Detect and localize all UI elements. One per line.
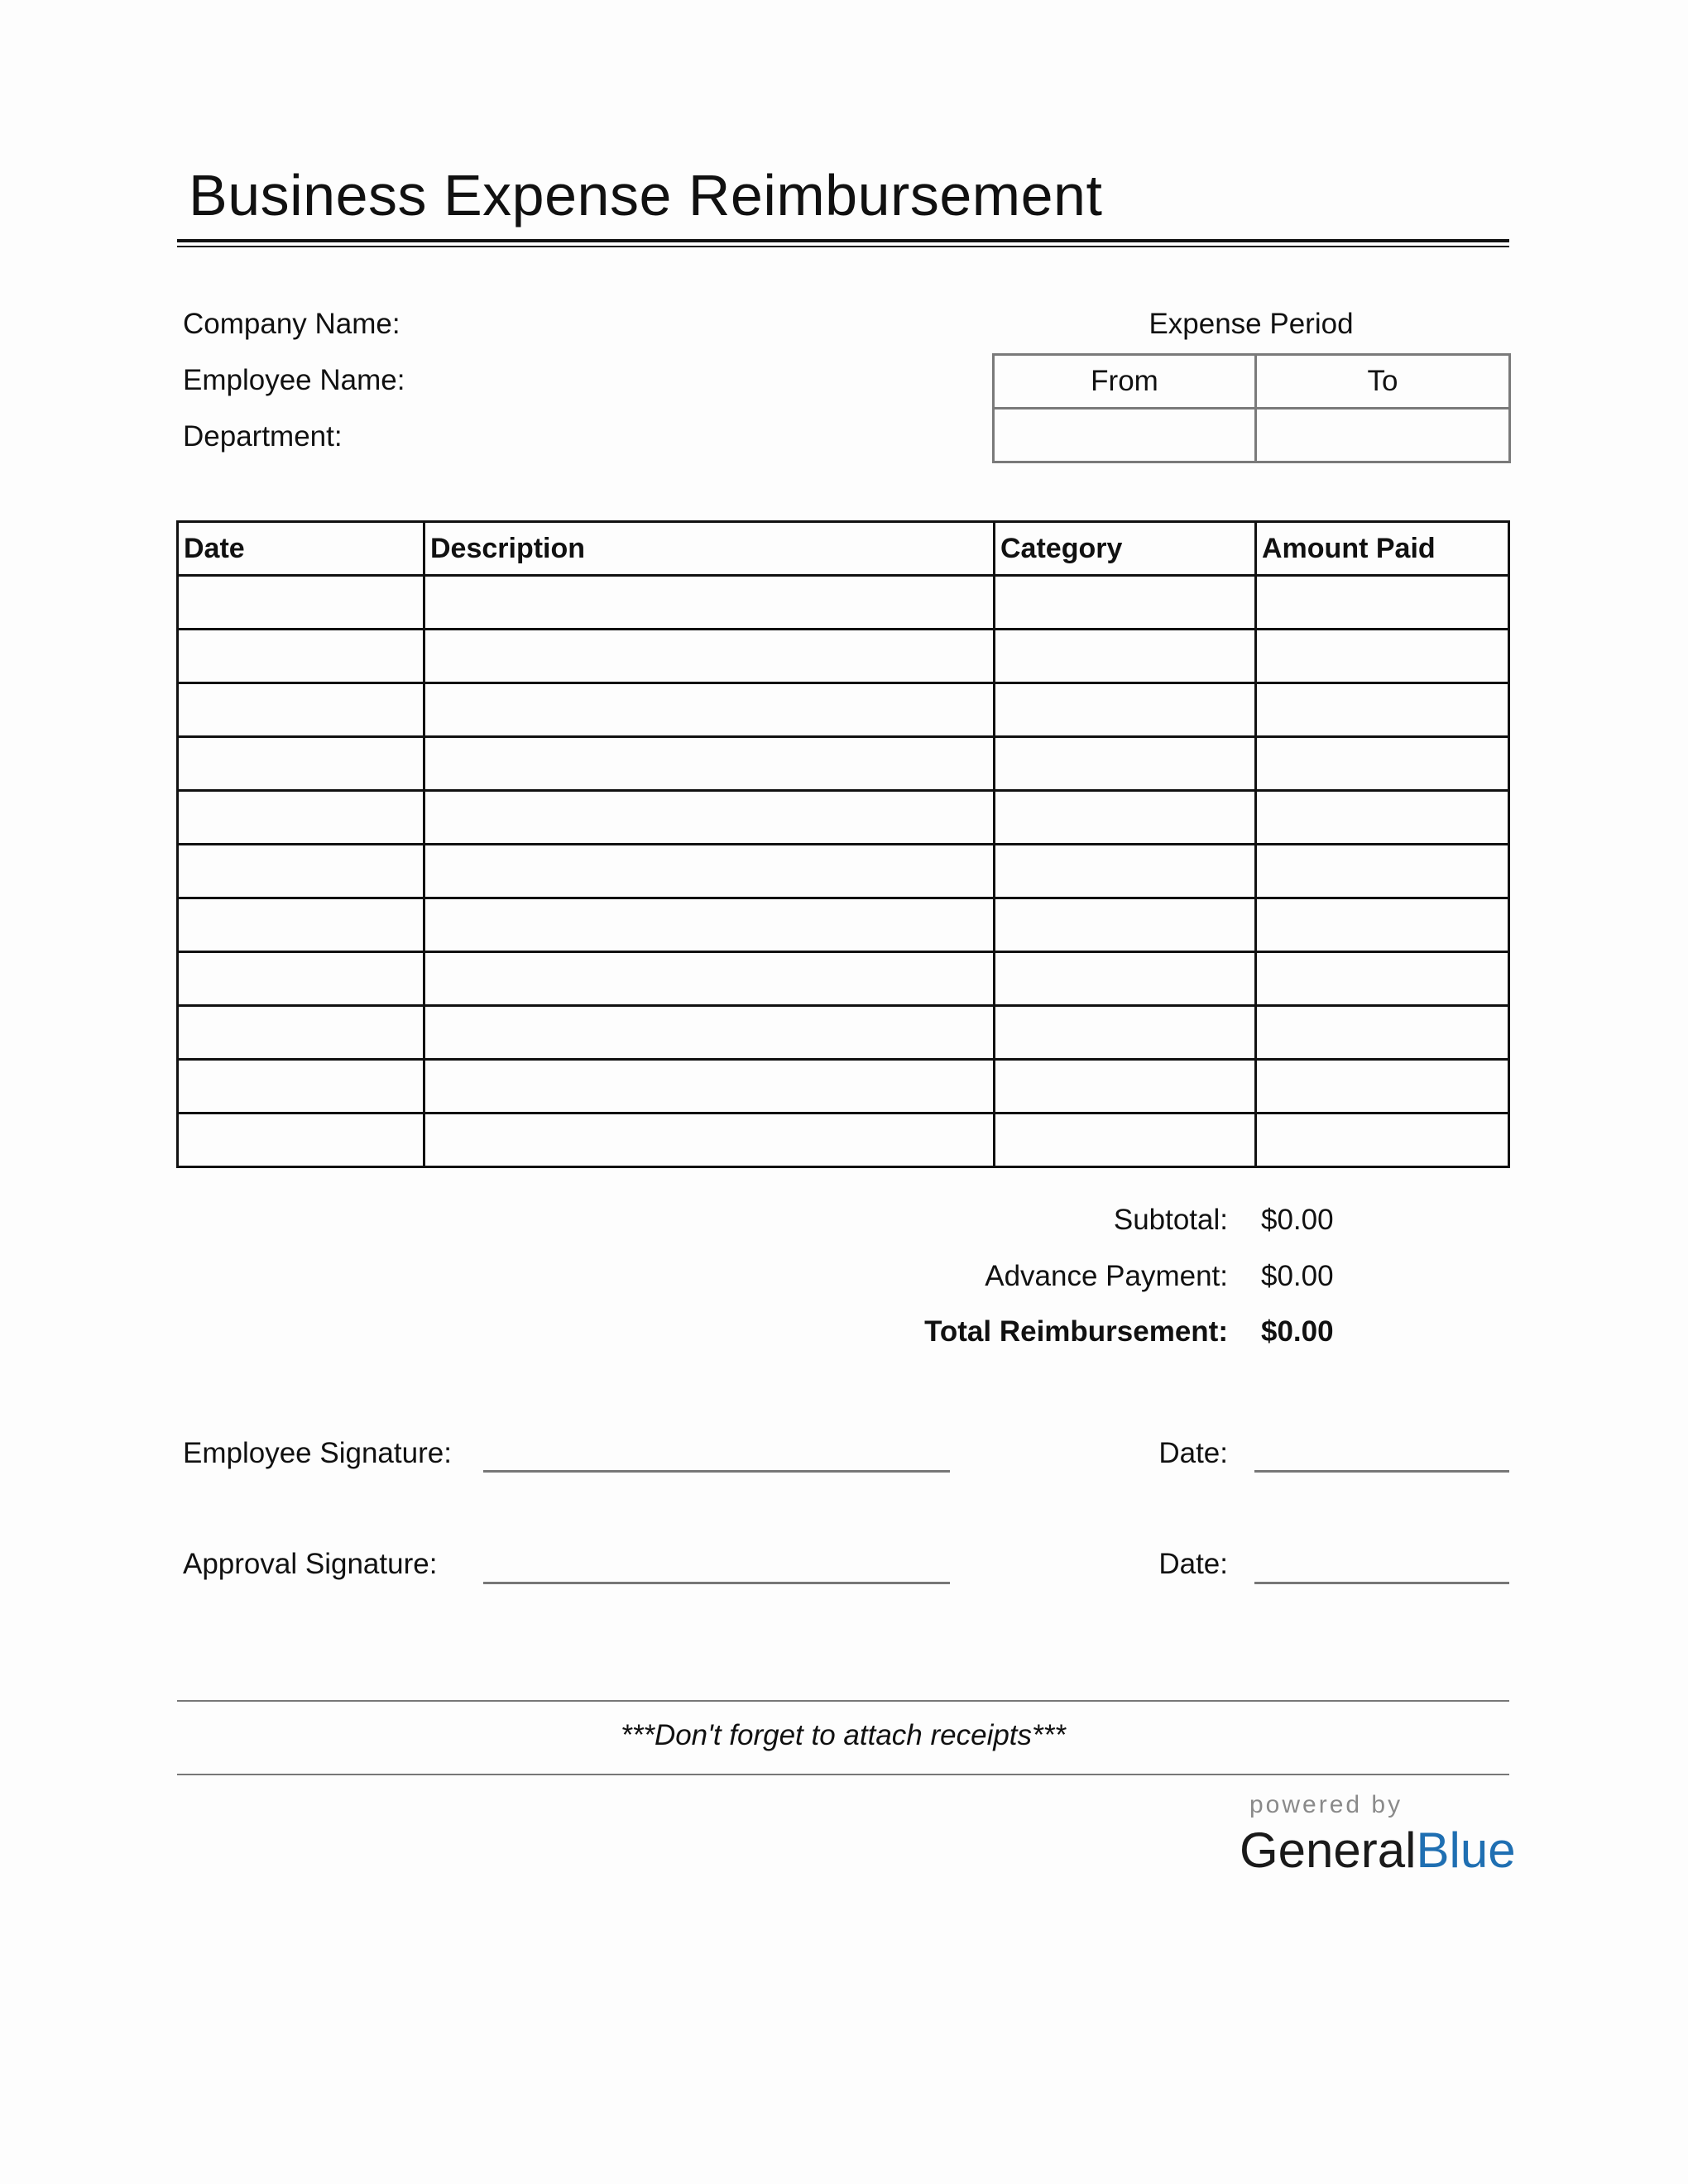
cell-date[interactable]	[178, 952, 424, 1006]
subtotal-label: Subtotal:	[1113, 1204, 1228, 1236]
cell-date[interactable]	[178, 898, 424, 952]
page-title: Business Expense Reimbursement	[189, 163, 1103, 228]
table-row	[178, 630, 1509, 683]
cell-description[interactable]	[424, 952, 995, 1006]
expense-table-body	[178, 576, 1509, 1167]
column-header-description: Description	[424, 522, 995, 576]
table-row	[178, 576, 1509, 630]
cell-amount-paid[interactable]	[1256, 576, 1509, 630]
cell-amount-paid[interactable]	[1256, 791, 1509, 845]
cell-date[interactable]	[178, 1060, 424, 1114]
employee-date-line[interactable]	[1254, 1470, 1509, 1473]
table-row	[178, 845, 1509, 898]
cell-amount-paid[interactable]	[1256, 1114, 1509, 1167]
expense-table	[176, 520, 1510, 1168]
approval-date-label: Date:	[1158, 1548, 1228, 1580]
approval-signature-label: Approval Signature:	[183, 1548, 438, 1580]
cell-date[interactable]	[178, 791, 424, 845]
cell-category[interactable]	[995, 791, 1256, 845]
logo-text-blue: Blue	[1416, 1822, 1516, 1878]
employee-date-label: Date:	[1158, 1437, 1228, 1469]
company-name-label: Company Name:	[183, 308, 400, 340]
cell-amount-paid[interactable]	[1256, 1006, 1509, 1060]
period-from-field[interactable]	[994, 409, 1256, 462]
cell-amount-paid[interactable]	[1256, 898, 1509, 952]
cell-category[interactable]	[995, 737, 1256, 791]
subtotal-value: $0.00	[1261, 1204, 1334, 1236]
column-header-category: Category	[995, 522, 1256, 576]
table-row	[178, 737, 1509, 791]
cell-description[interactable]	[424, 791, 995, 845]
footer-divider-top	[177, 1700, 1509, 1702]
cell-category[interactable]	[995, 845, 1256, 898]
generalblue-logo	[1240, 1822, 1516, 1879]
employee-signature-line[interactable]	[483, 1470, 950, 1473]
cell-description[interactable]	[424, 845, 995, 898]
cell-category[interactable]	[995, 1060, 1256, 1114]
cell-category[interactable]	[995, 576, 1256, 630]
advance-payment-label: Advance Payment:	[985, 1260, 1228, 1292]
period-to-header: To	[1256, 355, 1510, 409]
table-row	[178, 1114, 1509, 1167]
table-header-row	[178, 522, 1509, 576]
table-row	[178, 898, 1509, 952]
cell-category[interactable]	[995, 630, 1256, 683]
cell-amount-paid[interactable]	[1256, 630, 1509, 683]
title-divider	[177, 239, 1509, 242]
cell-amount-paid[interactable]	[1256, 1060, 1509, 1114]
cell-amount-paid[interactable]	[1256, 683, 1509, 737]
employee-name-label: Employee Name:	[183, 364, 405, 396]
title-divider-thin	[177, 246, 1509, 247]
total-reimbursement-label: Total Reimbursement:	[924, 1315, 1228, 1348]
receipts-reminder: ***Don't forget to attach receipts***	[621, 1719, 1066, 1751]
total-reimbursement-value: $0.00	[1261, 1315, 1334, 1348]
cell-date[interactable]	[178, 683, 424, 737]
cell-description[interactable]	[424, 1060, 995, 1114]
cell-description[interactable]	[424, 1114, 995, 1167]
table-row	[178, 683, 1509, 737]
cell-description[interactable]	[424, 1006, 995, 1060]
expense-period-table	[992, 353, 1511, 463]
cell-date[interactable]	[178, 576, 424, 630]
cell-date[interactable]	[178, 1114, 424, 1167]
cell-date[interactable]	[178, 1006, 424, 1060]
column-header-date: Date	[178, 522, 424, 576]
footer-divider-bottom	[177, 1774, 1509, 1775]
cell-category[interactable]	[995, 1114, 1256, 1167]
advance-payment-value: $0.00	[1261, 1260, 1334, 1292]
cell-amount-paid[interactable]	[1256, 737, 1509, 791]
logo-text-general: General	[1240, 1822, 1417, 1878]
table-row	[178, 1060, 1509, 1114]
cell-description[interactable]	[424, 576, 995, 630]
cell-category[interactable]	[995, 952, 1256, 1006]
cell-description[interactable]	[424, 683, 995, 737]
powered-by-text: powered by	[1249, 1791, 1403, 1818]
department-label: Department:	[183, 420, 343, 453]
expense-period-title: Expense Period	[1149, 308, 1354, 340]
cell-category[interactable]	[995, 898, 1256, 952]
cell-amount-paid[interactable]	[1256, 952, 1509, 1006]
cell-description[interactable]	[424, 630, 995, 683]
column-header-amount-paid: Amount Paid	[1256, 522, 1509, 576]
table-row	[178, 952, 1509, 1006]
cell-date[interactable]	[178, 737, 424, 791]
cell-date[interactable]	[178, 845, 424, 898]
cell-date[interactable]	[178, 630, 424, 683]
approval-signature-line[interactable]	[483, 1582, 950, 1584]
cell-amount-paid[interactable]	[1256, 845, 1509, 898]
table-row	[178, 791, 1509, 845]
table-row	[178, 1006, 1509, 1060]
employee-signature-label: Employee Signature:	[183, 1437, 452, 1469]
cell-category[interactable]	[995, 1006, 1256, 1060]
cell-description[interactable]	[424, 898, 995, 952]
cell-category[interactable]	[995, 683, 1256, 737]
approval-date-line[interactable]	[1254, 1582, 1509, 1584]
cell-description[interactable]	[424, 737, 995, 791]
period-to-field[interactable]	[1256, 409, 1510, 462]
period-from-header: From	[994, 355, 1256, 409]
